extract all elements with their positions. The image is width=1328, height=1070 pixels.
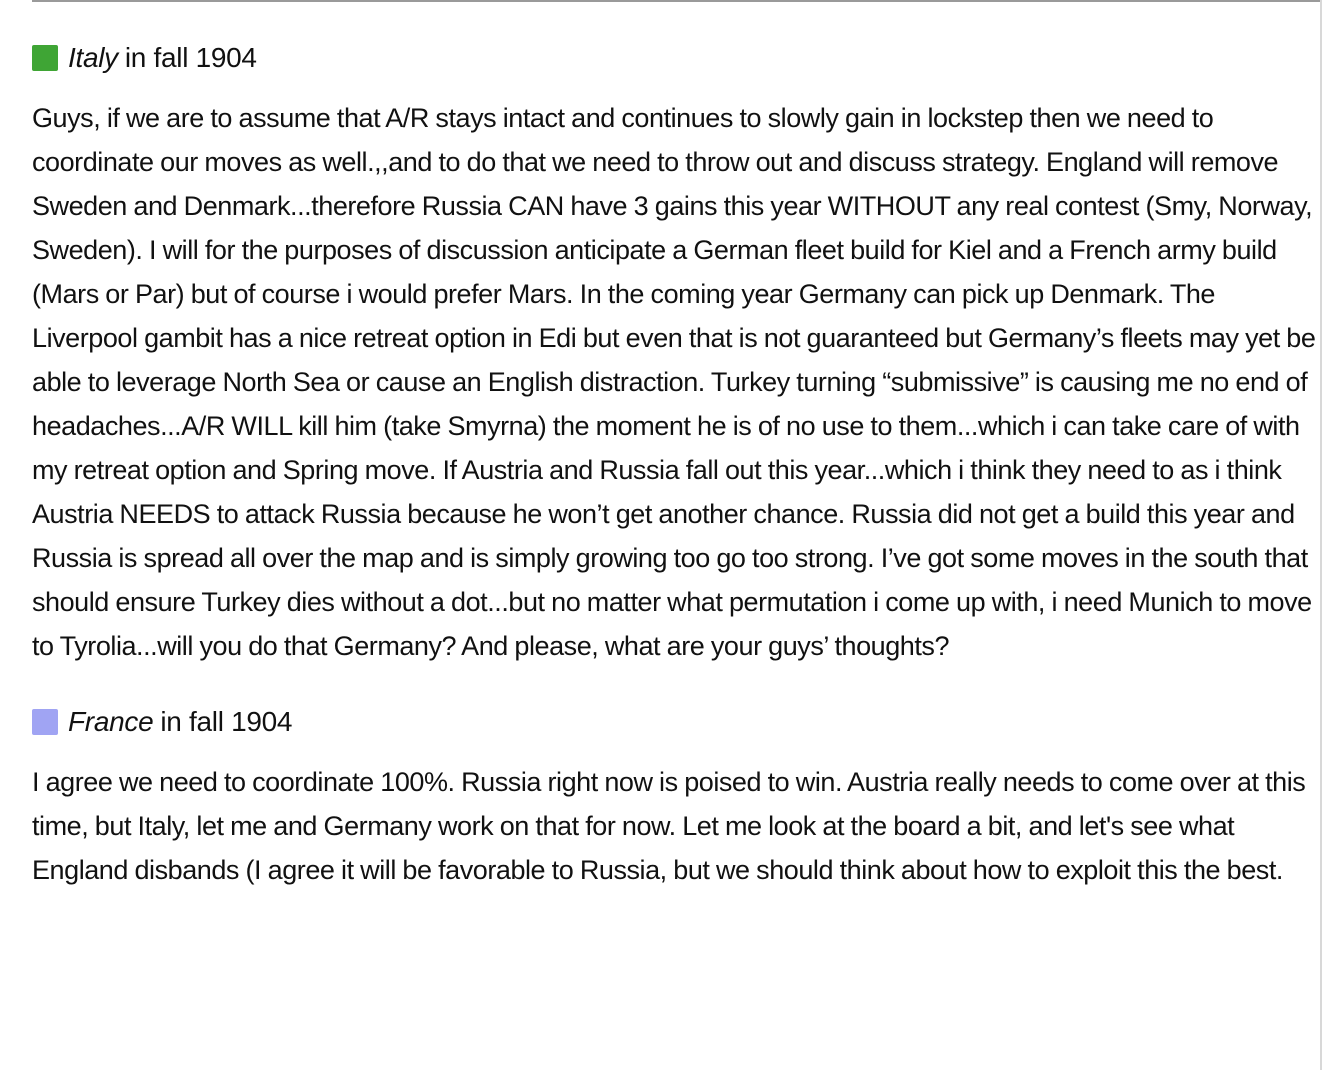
message-item-france [32,702,1320,892]
power-color-swatch [32,45,58,71]
right-divider [1320,0,1322,1070]
message-phase: in fall 1904 [124,42,257,73]
top-divider [32,0,1322,2]
power-color-swatch [32,709,58,735]
message-header [32,702,1320,742]
message-sender: Italy [68,42,118,73]
message-item-italy [32,38,1320,668]
message-sender: France [68,706,154,737]
message-list [32,38,1320,892]
message-phase: in fall 1904 [160,706,293,737]
message-body: I agree we need to coordinate 100%. Russia right now is poised to win. Austria really needs to come over at this time, but Italy, let me and Germany work on that for now. Let me look at the board a bit, and let's see what England disbands (I agree it will be favorable to Russia, but we should think about how to exploit this the best. [32,767,1306,885]
message-body: Guys, if we are to assume that A/R stays intact and continues to slowly gain in lockstep then we need to coordinate our moves as well.,,and to do that we need to throw out and discuss strategy. England will remove Sweden and Denmark...therefore Russia CAN have 3 gains this year WITHOUT any real contest (Smy, Norway, Sweden). I will for the purposes of discussion anticipate a German fleet build for Kiel and a French army build (Mars or Par) but of course i would prefer Mars. In the coming year Germany can pick up Denmark. The Liverpool gambit has a nice retreat option in Edi but even that is not guaranteed but Germany’s fleets may yet be able to leverage North Sea or cause an English distraction. Turkey turning “submissive” is causing me no end of headaches...A/R WILL kill him (take Smyrna) the moment he is of no use to them...which i can take care of with my retreat option and Spring move. If Austria and Russia fall out this year...which i think they need to as i think Austria NEEDS to attack Russia because he won’t get another chance. Russia did not get a build this year and Russia is spread all over the map and is simply growing too go too strong. I’ve got some moves in the south that should ensure Turkey dies without a dot...but no matter what permutation i come up with, i need Munich to move to Tyrolia...will you do that Germany? And please, what are your guys’ thoughts? [32,103,1316,661]
message-header [32,38,1320,78]
